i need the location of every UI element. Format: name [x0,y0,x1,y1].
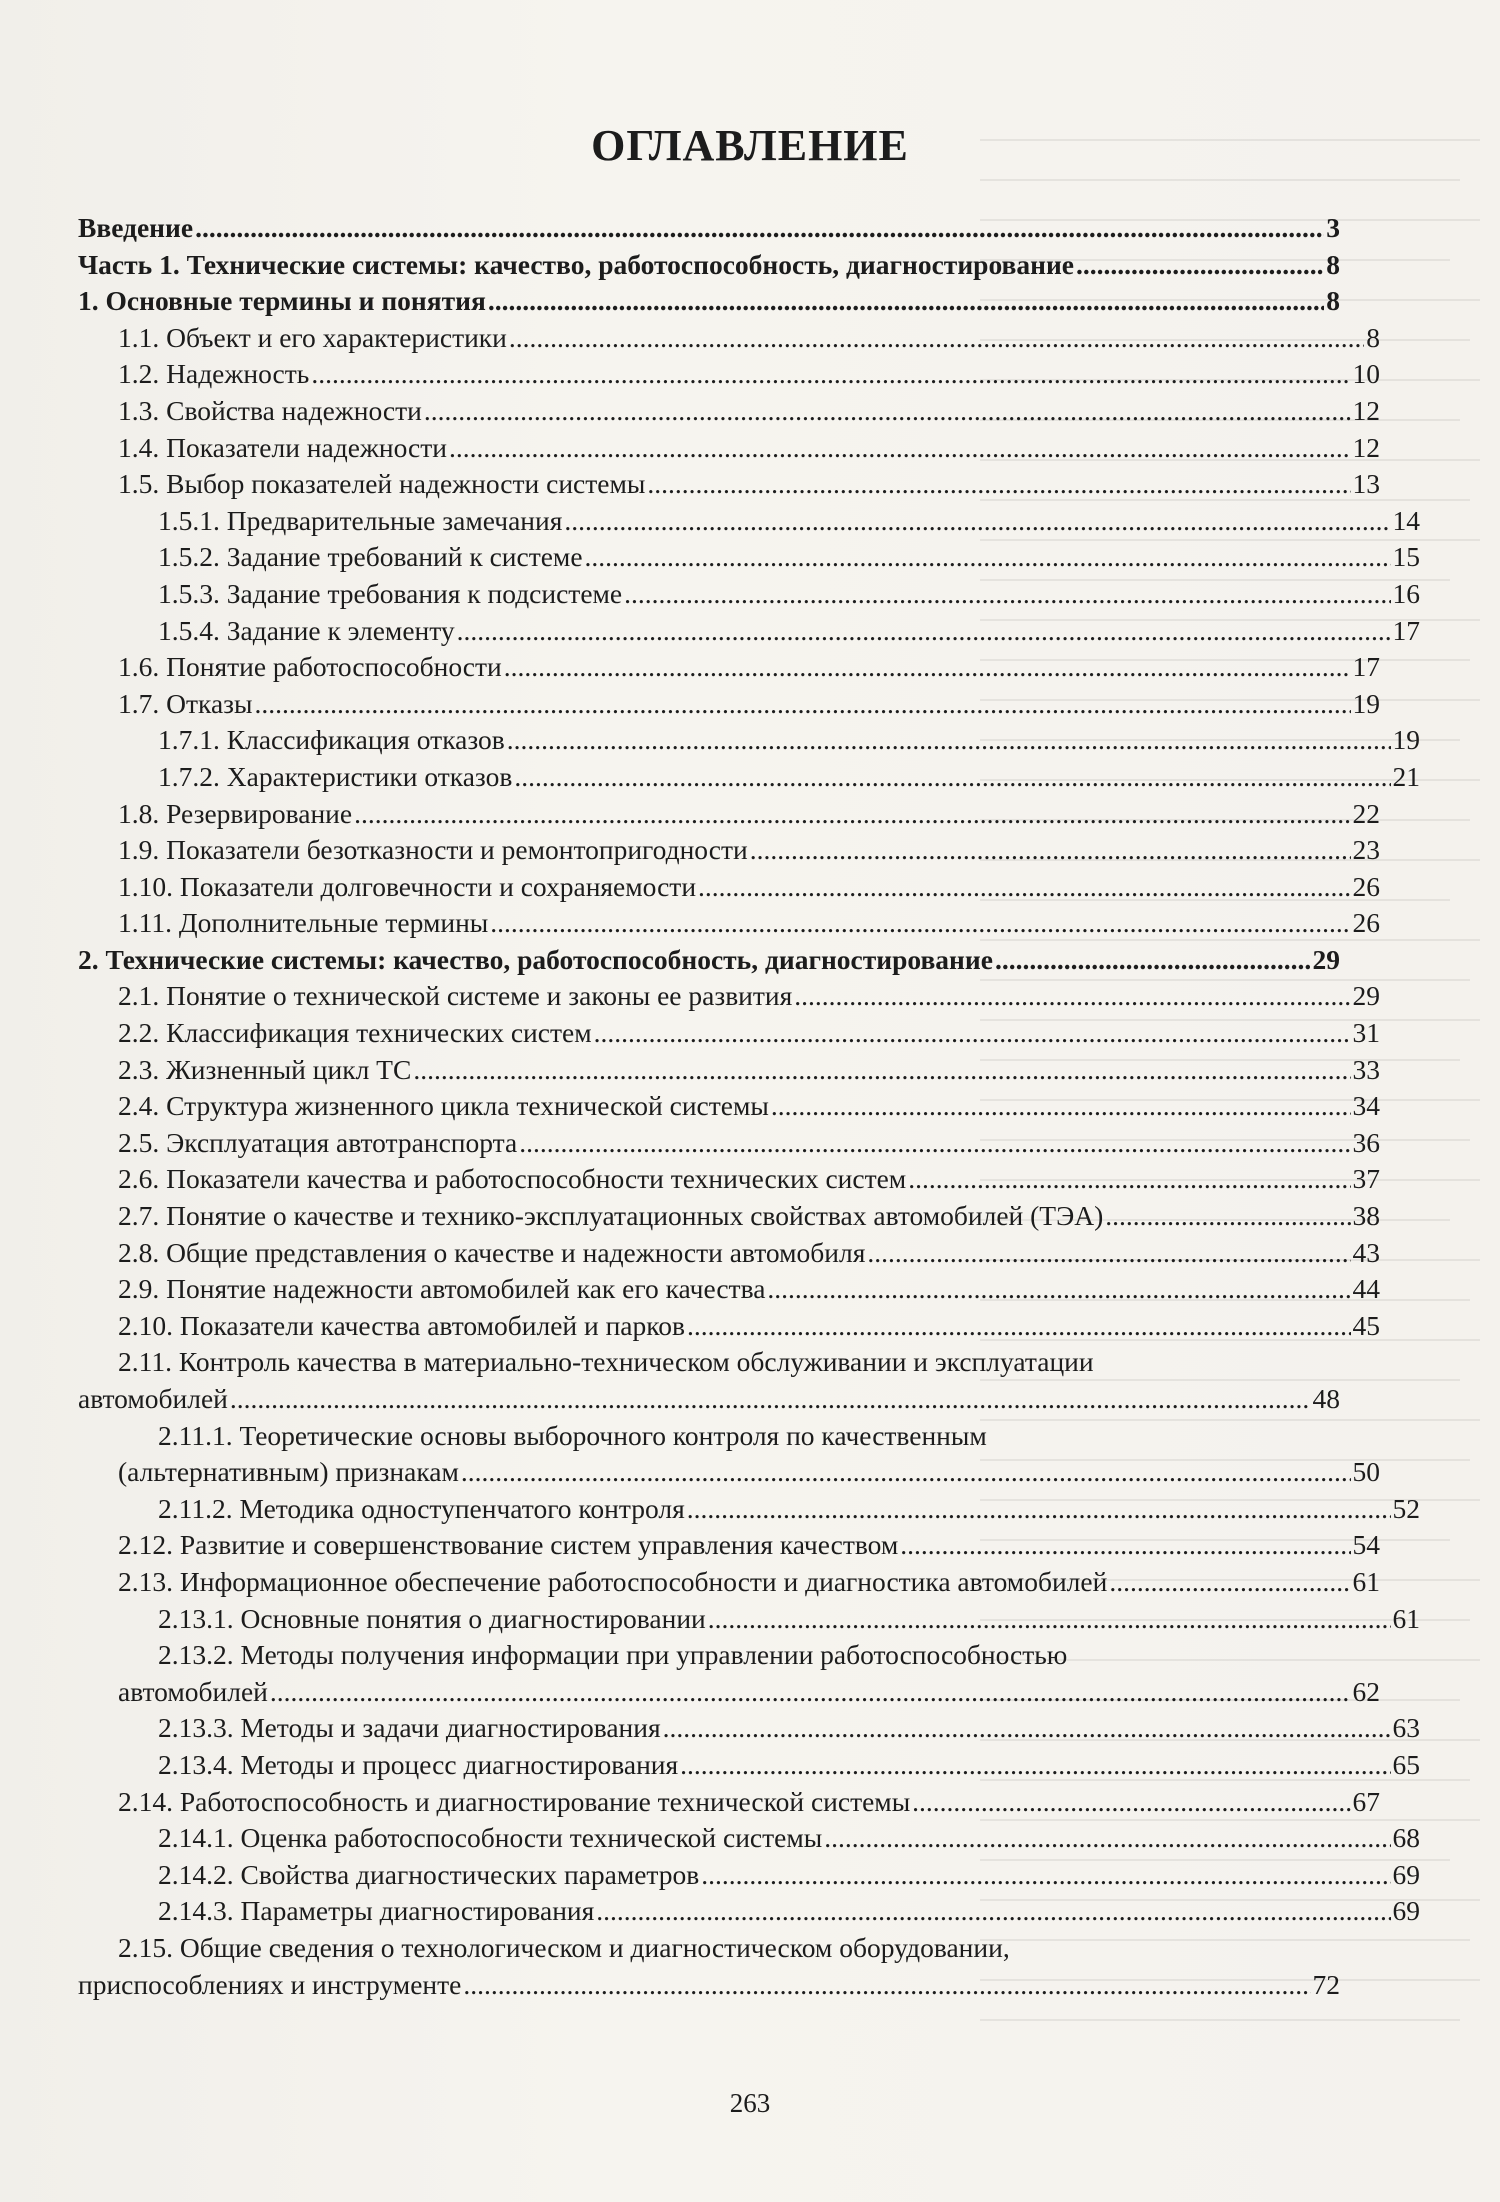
dot-leader [457,613,1391,650]
toc-entry-title: 2.14. Работоспособность и диагностирование технической системы [118,1785,911,1817]
toc-entry [78,613,1420,650]
toc-page-number: 17 [1352,651,1380,683]
toc-entry-title: 2. Технические системы: качество, работоспособность, диагностирование [78,943,993,975]
toc-entry-title: 1.11. Дополнительные термины [118,907,489,939]
toc-entry-title: 2.9. Понятие надежности автомобилей как его качества [118,1273,766,1305]
toc-page-number: 45 [1352,1309,1380,1341]
toc-entry [78,320,1380,357]
dot-leader [624,576,1390,613]
toc-entry [78,1418,1380,1491]
toc-entry [78,1271,1380,1308]
dot-leader [900,1527,1350,1564]
toc-page-number: 69 [1392,1858,1420,1890]
toc-entry-title: 2.4. Структура жизненного цикла технической системы [118,1090,769,1122]
dot-leader [1105,1198,1350,1235]
toc-entry [78,539,1420,576]
toc-entry-title: 1.3. Свойства надежности [118,394,422,426]
dot-leader [413,1052,1350,1089]
dot-leader [195,210,1324,247]
toc-entry-title: 1.2. Надежность [118,358,310,390]
toc-page-number: 50 [1352,1456,1380,1488]
toc-entry [78,832,1380,869]
dot-leader [687,1491,1391,1528]
dot-leader [488,283,1324,320]
toc-entry [78,649,1380,686]
toc-entry-title: 1.9. Показатели безотказности и ремонтопригодности [118,834,748,866]
toc-entry [78,796,1380,833]
toc-page-number: 72 [1312,1968,1340,2000]
toc-entry-title: 2.11. Контроль качества в материально-техническом обслуживании и эксплуатации [118,1346,1094,1378]
toc-entry [78,1820,1420,1857]
toc-page-number: 8 [1366,321,1380,353]
toc-page-number: 15 [1392,541,1420,573]
toc-page-number: 26 [1352,870,1380,902]
toc-entry-title: 2.14.2. Свойства диагностических параметров [158,1858,700,1890]
toc-page-number: 13 [1352,468,1380,500]
toc-entry-title: 1.4. Показатели надежности [118,431,447,463]
toc-page-number: 61 [1352,1565,1380,1597]
toc-entry-title-continued: приспособлениях и инструменте [78,1968,462,2000]
toc-entry [78,356,1380,393]
toc-entry [78,283,1340,320]
toc-page-number: 26 [1352,907,1380,939]
toc-page-number: 48 [1312,1383,1340,1414]
toc-entry [78,869,1380,906]
toc-page-number: 17 [1392,614,1420,646]
toc-entry-title: 2.6. Показатели качества и работоспособности технических систем [118,1163,907,1195]
dot-leader [519,1125,1350,1162]
toc-entry [78,978,1380,1015]
toc-page-number: 16 [1392,577,1420,609]
toc-entry [78,1893,1420,1930]
toc-entry [78,1344,1340,1417]
toc-entry-title: 1.5.3. Задание требования к подсистеме [158,577,623,609]
table-of-contents [78,210,1420,2003]
toc-entry [78,1747,1420,1784]
toc-entry-title-continued: автомобилей [78,1383,228,1414]
dot-leader [698,869,1350,906]
toc-entry [78,393,1380,430]
dot-leader [311,356,1350,393]
dot-leader [663,1710,1391,1747]
dot-leader [461,1454,1351,1491]
toc-entry [78,1308,1380,1345]
toc-entry-title: 2.13. Информационное обеспечение работоспособности и диагностика автомобилей [118,1565,1108,1597]
toc-entry-title: 1.7.2. Характеристики отказов [158,760,513,792]
toc-entry-title: 2.5. Эксплуатация автотранспорта [118,1126,518,1158]
dot-leader [912,1784,1350,1821]
toc-entry [78,759,1420,796]
toc-entry-title: 2.1. Понятие о технической системе и законы ее развития [118,980,793,1012]
dot-leader [771,1088,1351,1125]
toc-page-number: 43 [1352,1236,1380,1268]
dot-leader [1076,247,1324,284]
toc-entry [78,686,1380,723]
toc-entry-title: 2.12. Развитие и совершенствование систем управления качеством [118,1529,899,1561]
toc-entry-title: 1.5. Выбор показателей надежности системы [118,468,646,500]
toc-page-number: 8 [1326,285,1340,317]
toc-page-number: 68 [1392,1822,1420,1854]
toc-entry-title: 1.6. Понятие работоспособности [118,651,502,683]
toc-entry [78,247,1340,284]
dot-leader [585,539,1391,576]
toc-page-number: 67 [1352,1785,1380,1817]
dot-leader [230,1381,1311,1418]
toc-entry-title: Часть 1. Технические системы: качество, работоспособность, диагностирование [78,248,1075,280]
toc-entry-title: 1.10. Показатели долговечности и сохраняемости [118,870,697,902]
dot-leader [824,1820,1390,1857]
dot-leader [424,393,1351,430]
page-title: ОГЛАВЛЕНИЕ [591,121,909,170]
toc-entry [78,942,1340,979]
toc-entry-title: 2.3. Жизненный цикл ТС [118,1053,412,1085]
dot-leader [687,1308,1351,1345]
toc-entry-title: 1.5.1. Предварительные замечания [158,504,563,536]
dot-leader [490,905,1350,942]
toc-page-number: 52 [1392,1492,1420,1524]
dot-leader [509,320,1364,357]
toc-entry [78,1088,1380,1125]
toc-entry-title: 2.13.4. Методы и процесс диагностирования [158,1748,679,1780]
toc-entry [78,1527,1380,1564]
toc-page-number: 12 [1352,431,1380,463]
dot-leader [507,722,1391,759]
dot-leader [596,1893,1390,1930]
dot-leader [564,503,1390,540]
toc-entry [78,430,1380,467]
toc-page-number: 33 [1352,1053,1380,1085]
toc-entry [78,1784,1380,1821]
toc-page-number: 31 [1352,1017,1380,1049]
toc-page-number: 65 [1392,1748,1420,1780]
dot-leader [647,466,1350,503]
dot-leader [449,430,1351,467]
toc-entry-title: 2.15. Общие сведения о технологическом и диагностическом оборудовании, [118,1931,1010,1963]
toc-page-number: 8 [1326,248,1340,280]
toc-entry [78,1235,1380,1272]
dot-leader [255,686,1351,723]
toc-entry-title: 1.1. Объект и его характеристики [118,321,507,353]
toc-entry [78,1857,1420,1894]
toc-entry-title: 2.13.2. Методы получения информации при управлении работоспособностью [158,1639,1068,1671]
toc-entry [78,1198,1380,1235]
toc-entry-title: Введение [78,212,194,243]
toc-entry-title: 2.11.2. Методика одноступенчатого контроля [158,1492,685,1524]
toc-page-number: 69 [1392,1895,1420,1927]
dot-leader [908,1161,1350,1198]
dot-leader [1109,1564,1350,1601]
toc-entry [78,1601,1420,1638]
toc-entry-title-continued: автомобилей [118,1675,268,1707]
toc-entry [78,1930,1340,2003]
dot-leader [514,759,1390,796]
dot-leader [463,1967,1310,2004]
toc-entry-title: 2.8. Общие представления о качестве и надежности автомобиля [118,1236,866,1268]
toc-page-number: 10 [1352,358,1380,390]
toc-page-number: 54 [1352,1529,1380,1561]
toc-entry-title: 2.13.3. Методы и задачи диагностирования [158,1712,661,1744]
toc-entry-title: 2.2. Классификация технических систем [118,1017,592,1049]
toc-page-number: 38 [1352,1200,1380,1232]
toc-entry-title: 2.13.1. Основные понятия о диагностировании [158,1602,706,1634]
toc-entry [78,1710,1420,1747]
toc-page-number: 29 [1352,980,1380,1012]
toc-entry-title: 1.7. Отказы [118,687,253,719]
toc-page-number: 36 [1352,1126,1380,1158]
toc-entry-title-continued: (альтернативным) признакам [118,1456,459,1488]
toc-page-number: 62 [1352,1675,1380,1707]
dot-leader [750,832,1351,869]
page-number: 263 [729,2088,771,2118]
toc-entry-title: 2.7. Понятие о качестве и технико-эксплуатационных свойствах автомобилей (ТЭА) [118,1200,1104,1232]
toc-entry-title: 2.14.1. Оценка работоспособности технической системы [158,1822,823,1854]
toc-entry [78,503,1420,540]
dot-leader [504,649,1351,686]
toc-entry [78,1161,1380,1198]
toc-entry [78,905,1380,942]
toc-entry-title: 1.5.2. Задание требований к системе [158,541,583,573]
toc-entry [78,1564,1380,1601]
toc-page-number: 37 [1352,1163,1380,1195]
dot-leader [354,796,1350,833]
toc-page-number: 22 [1352,797,1380,829]
toc-page-number: 19 [1352,687,1380,719]
toc-entry [78,1052,1380,1089]
toc-page-number: 29 [1312,943,1340,975]
dot-leader [794,978,1350,1015]
toc-entry-title: 1.8. Резервирование [118,797,353,829]
dot-leader [995,942,1311,979]
dot-leader [708,1601,1391,1638]
dot-leader [270,1674,1351,1711]
toc-page-number: 12 [1352,394,1380,426]
toc-entry-title: 2.10. Показатели качества автомобилей и парков [118,1309,685,1341]
toc-page-number: 44 [1352,1273,1380,1305]
toc-entry [78,1125,1380,1162]
toc-entry-title: 1.7.1. Классификация отказов [158,724,505,756]
toc-entry-title: 1. Основные термины и понятия [78,285,486,317]
toc-entry [78,1637,1380,1710]
dot-leader [680,1747,1390,1784]
toc-page-number: 23 [1352,834,1380,866]
dot-leader [867,1235,1350,1272]
toc-entry-title: 2.11.1. Теоретические основы выборочного контроля по качественным [158,1419,987,1451]
toc-entry-title: 1.5.4. Задание к элементу [158,614,455,646]
toc-page-number: 63 [1392,1712,1420,1744]
dot-leader [767,1271,1350,1308]
toc-page-number: 3 [1326,212,1340,243]
toc-entry-title: 2.14.3. Параметры диагностирования [158,1895,595,1927]
toc-page-number: 34 [1352,1090,1380,1122]
toc-entry [78,1015,1380,1052]
toc-entry [78,576,1420,613]
toc-entry [78,1491,1420,1528]
toc-entry [78,466,1380,503]
toc-page-number: 21 [1392,760,1420,792]
toc-entry [78,722,1420,759]
dot-leader [594,1015,1351,1052]
toc-page-number: 19 [1392,724,1420,756]
dot-leader [701,1857,1390,1894]
toc-entry [78,210,1340,247]
toc-page-number: 61 [1392,1602,1420,1634]
toc-page-number: 14 [1392,504,1420,536]
